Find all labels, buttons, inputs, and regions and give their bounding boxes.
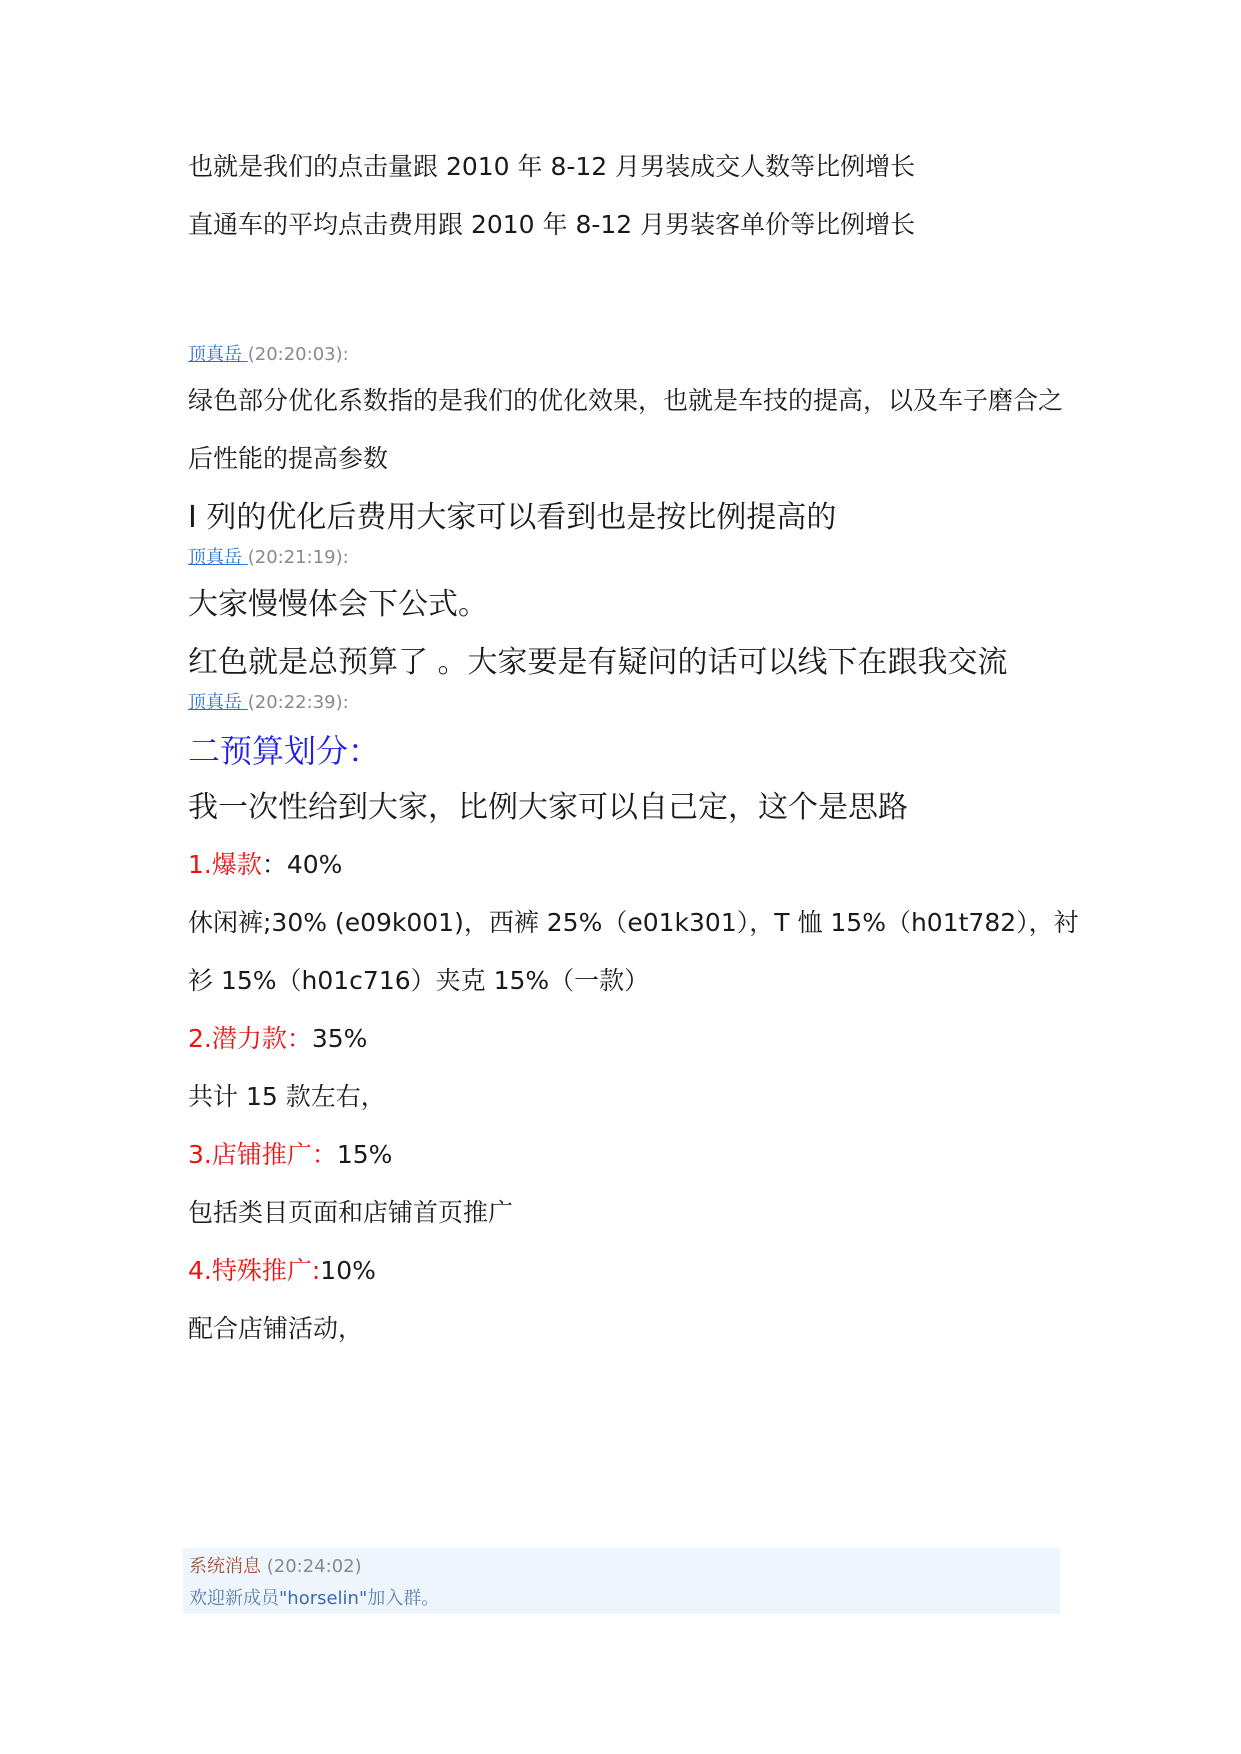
message-text: I 列的优化后费用大家可以看到也是按比例提高的 — [188, 500, 837, 535]
budget-item — [188, 850, 342, 880]
message-header — [188, 692, 349, 714]
budget-item-desc: 包括类目页面和店铺首页推广 — [188, 1198, 514, 1227]
message-text: 红色就是总预算了 。大家要是有疑问的话可以线下在跟我交流 — [188, 645, 1008, 680]
budget-item-label: 4.特殊推广 — [188, 1256, 312, 1285]
message-text: 后性能的提高参数 — [188, 444, 389, 473]
system-message-header — [189, 1552, 362, 1578]
message-time: (20:20:03): — [247, 344, 349, 365]
budget-item-label: 2.潜力款 — [188, 1024, 287, 1053]
system-message — [183, 1548, 1060, 1614]
message-text: 我一次性给到大家，比例大家可以自己定，这个是思路 — [188, 790, 908, 825]
budget-item-value: 40% — [286, 850, 343, 879]
budget-item-value: 35% — [311, 1024, 368, 1053]
budget-item-desc: 配合店铺活动， — [188, 1314, 364, 1343]
budget-item-desc: 衫 15%（h01c716）夹克 15%（一款） — [188, 966, 650, 995]
message-text: 绿色部分优化系数指的是我们的优化效果，也就是车技的提高，以及车子磨合之 — [188, 386, 1064, 415]
system-message-text — [189, 1584, 439, 1610]
budget-item — [188, 1256, 376, 1286]
system-msg-suffix: 加入群。 — [367, 1588, 440, 1609]
sender-link[interactable]: 顶真岳 — [188, 344, 248, 365]
system-time: (20:24:02) — [266, 1556, 362, 1577]
budget-item-sep: ： — [311, 1140, 337, 1169]
message-header — [188, 547, 349, 569]
budget-item-desc: 共计 15 款左右， — [188, 1082, 386, 1111]
budget-item-sep: : — [311, 1256, 321, 1285]
intro-line-1: 也就是我们的点击量跟 2010 年 8-12 月男装成交人数等比例增长 — [188, 152, 916, 181]
message-text: 大家慢慢体会下公式。 — [188, 587, 488, 622]
budget-item — [188, 1140, 392, 1170]
message-time: (20:21:19): — [247, 547, 349, 568]
section-heading: 二预算划分： — [188, 732, 381, 770]
sender-link[interactable]: 顶真岳 — [188, 547, 248, 568]
system-label: 系统消息 — [189, 1556, 261, 1577]
sender-link[interactable]: 顶真岳 — [188, 692, 248, 713]
budget-item-sep: ： — [261, 850, 287, 879]
intro-line-2: 直通车的平均点击费用跟 2010 年 8-12 月男装客单价等比例增长 — [188, 210, 916, 239]
message-time: (20:22:39): — [247, 692, 349, 713]
system-msg-prefix: 欢迎新成员 — [189, 1588, 279, 1609]
budget-item-label: 3.店铺推广 — [188, 1140, 312, 1169]
budget-item-value: 15% — [336, 1140, 393, 1169]
budget-item-desc: 休闲裤;30% (e09k001)，西裤 25%（e01k301），T 恤 15%（h01t782），衬 — [188, 908, 1079, 937]
budget-item-sep: ： — [286, 1024, 312, 1053]
budget-item — [188, 1024, 367, 1054]
new-member-name: "horselin" — [279, 1588, 368, 1609]
message-header — [188, 344, 349, 366]
budget-item-label: 1.爆款 — [188, 850, 262, 879]
budget-item-value: 10% — [320, 1256, 376, 1285]
